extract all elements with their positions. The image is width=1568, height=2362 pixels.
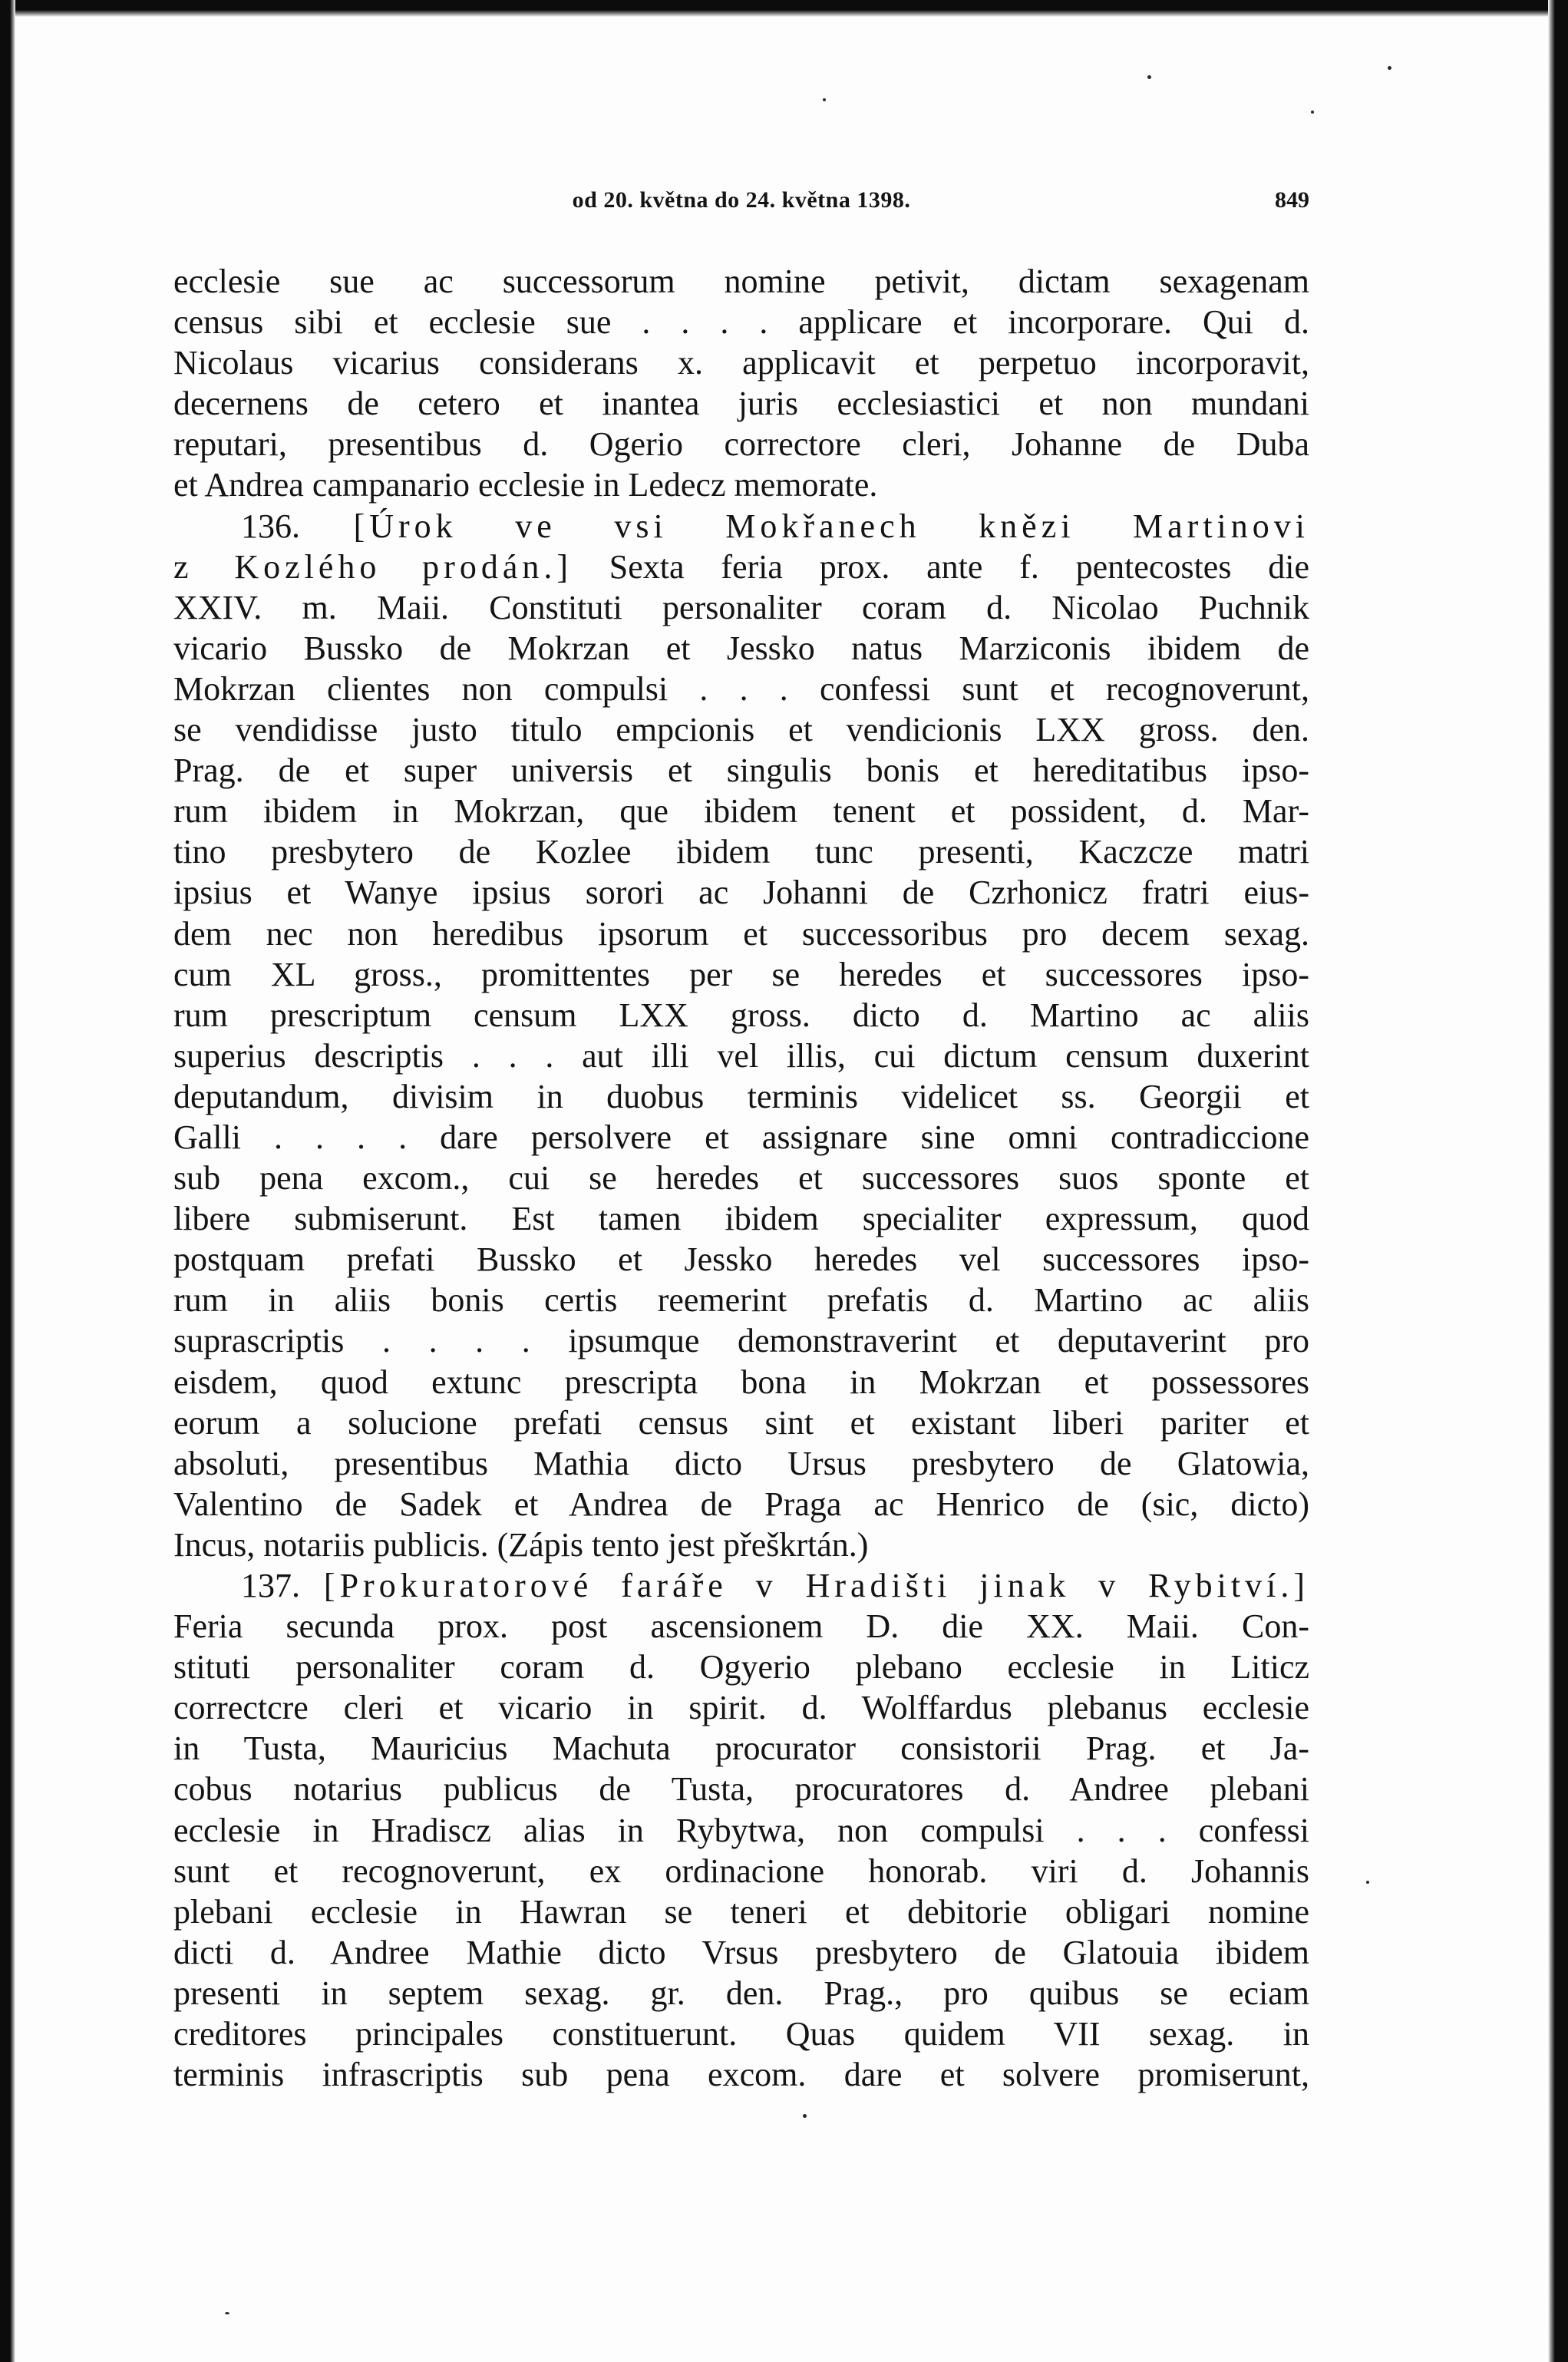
text-line: dicti d. Andree Mathie dicto Vrsus presbytero de Glatouia ibidem [173,1933,1309,1971]
body-text [173,261,1309,2095]
text-line: ipsius et Wanye ipsius sorori ac Johanni de Czrhonicz fratri eius- [173,874,1309,912]
text-line: Galli . . . . dare persolvere et assignare sine omni contradiccione [173,1118,1309,1156]
scan-speck [1147,75,1151,79]
text-line: sub pena excom., cui se heredes et successores suos sponte et [173,1159,1309,1198]
text-line: et Andrea campanario ecclesie in Ledecz memorate. [173,466,878,504]
page-number: 849 [1275,187,1309,213]
line-text-after: Sexta feria prox. ante f. pentecostes die [573,547,1310,586]
scan-speck [1388,66,1391,70]
text-line: terminis infrascriptis sub pena excom. dare et solvere promiserunt, [173,2056,1309,2094]
text-line: se vendidisse justo titulo empcionis et vendicionis LXX gross. den. [173,711,1309,749]
text-line: Mokrzan clientes non compulsi . . . confessi sunt et recognoverunt, [173,669,1309,708]
text-line: tino presbytero de Kozlee ibidem tunc presenti, Kaczcze matri [173,833,1309,871]
line-text-before: 136. [241,507,354,545]
running-head [173,187,1309,218]
text-line: absoluti, presentibus Mathia dicto Ursus presbytero de Glatowia, [173,1444,1309,1482]
entry-heading: [Úrok ve vsi Mokřanech knězi Martinovi [353,507,1309,545]
scan-speck [823,98,826,101]
text-line: plebani ecclesie in Hawran se teneri et debitorie obligari nomine [173,1892,1309,1931]
text-line [173,547,1309,587]
text-line: ecclesie sue ac successorum nomine petivit, dictam sexagenam [173,263,1309,300]
text-line: presenti in septem sexag. gr. den. Prag., pro quibus se eciam [173,1974,1309,2012]
text-line [173,506,1309,547]
text-line: postquam prefati Bussko et Jessko heredes vel successores ipso- [173,1240,1309,1279]
text-line: stituti personaliter coram d. Ogyerio plebano ecclesie in Liticz [173,1648,1309,1686]
text-line: rum prescriptum censum LXX gross. dicto d. Martino ac aliis [173,996,1309,1034]
text-line: sunt et recognoverunt, ex ordinacione honorab. viri d. Johannis [173,1852,1309,1890]
text-line: suprascriptis . . . . ipsumque demonstraverint et deputaverint pro [173,1322,1309,1360]
scan-speck [225,2312,229,2314]
text-line: reputari, presentibus d. Ogerio correctore cleri, Johanne de Duba [173,425,1309,464]
scan-border-right [1548,0,1568,2362]
text-line: in Tusta, Mauricius Machuta procurator consistorii Prag. et Ja- [173,1729,1309,1768]
text-line: libere submiserunt. Est tamen ibidem specialiter expressum, quod [173,1200,1309,1238]
line-text-before: 137. [241,1567,324,1604]
page-title: od 20. května do 24. května 1398. [572,187,911,213]
text-line: eisdem, quod extunc prescripta bona in Mokrzan et possessores [173,1363,1309,1401]
text-line: rum ibidem in Mokrzan, que ibidem tenent et possident, d. Mar- [173,792,1309,831]
entry-heading: [Prokuratorové faráře v Hradišti jinak v Rybitví.] [323,1567,1309,1604]
text-line: decernens de cetero et inantea juris ecclesiastici et non mundani [173,385,1309,423]
text-line: Nicolaus vicarius considerans x. applicavit et perpetuo incorporavit, [173,344,1309,382]
text-line: ecclesie in Hradiscz alias in Rybytwa, non compulsi . . . confessi [173,1811,1309,1849]
text-line: deputandum, divisim in duobus terminis videlicet ss. Georgii et [173,1077,1309,1115]
text-line: creditores principales constituerunt. Quas quidem VII sexag. in [173,2015,1309,2053]
scan-speck [1366,1881,1369,1884]
scan-border-top [0,0,1568,17]
scan-speck [803,2114,807,2118]
text-line: census sibi et ecclesie sue . . . . applicare et incorporare. Qui d. [173,303,1309,342]
text-line: vicario Bussko de Mokrzan et Jessko natus Marziconis ibidem de [173,629,1309,667]
entry-heading: z Kozlého prodán.] [173,547,573,586]
text-line [173,1565,1309,1606]
text-line: superius descriptis . . . aut illi vel illis, cui dictum censum duxerint [173,1036,1309,1075]
text-line: XXIV. m. Maii. Constituti personaliter coram d. Nicolao Puchnik [173,588,1309,626]
text-line: Valentino de Sadek et Andrea de Praga ac Henrico de (sic, dicto) [173,1485,1309,1523]
text-line: eorum a solucione prefati census sint et existant liberi pariter et [173,1403,1309,1442]
text-line: correctcre cleri et vicario in spirit. d. Wolffardus plebanus ecclesie [173,1689,1309,1727]
text-line: rum in aliis bonis certis reemerint prefatis d. Martino ac aliis [173,1281,1309,1320]
text-line: Feria secunda prox. post ascensionem D. die XX. Maii. Con- [173,1607,1309,1646]
text-line: cobus notarius publicus de Tusta, procuratores d. Andree plebani [173,1770,1309,1809]
scan-border-left [0,0,15,2362]
text-line: Incus, notariis publicis. (Zápis tento jest přeškrtán.) [173,1525,869,1564]
text-line: dem nec non heredibus ipsorum et successoribus pro decem sexag. [173,914,1309,953]
text-line: Prag. de et super universis et singulis bonis et hereditatibus ipso- [173,752,1309,790]
text-line: cum XL gross., promittentes per se heredes et successores ipso- [173,955,1309,993]
scan-speck [1311,111,1314,114]
